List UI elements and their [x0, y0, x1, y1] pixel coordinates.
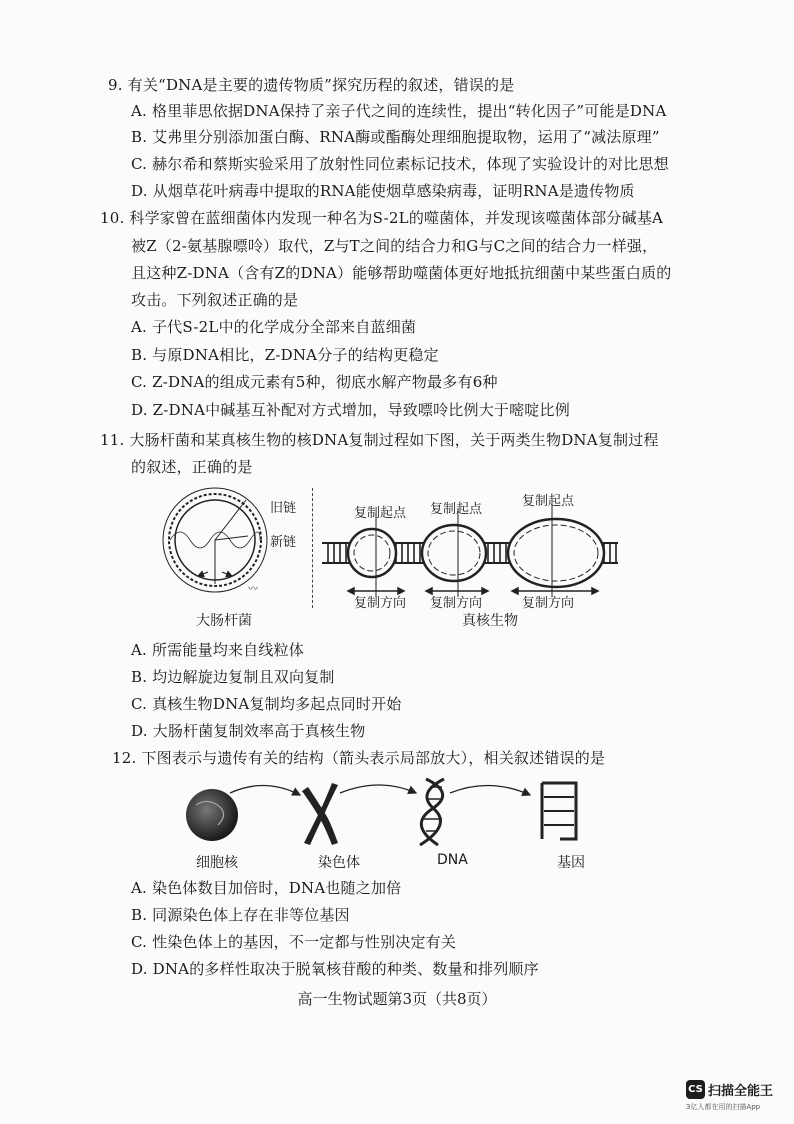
- origin-label-1: 复制起点: [354, 506, 407, 521]
- direction-label-1: 复制方向: [354, 596, 407, 611]
- q12-option-b: B. 同源染色体上存在非等位基因: [131, 906, 350, 924]
- page-footer: 高一生物试题第3页（共8页）: [297, 990, 497, 1008]
- q12-option-a: A. 染色体数目加倍时，DNA也随之加倍: [131, 879, 402, 897]
- q12-option-d: D. DNA的多样性取决于脱氧核苷酸的种类、数量和排列顺序: [131, 960, 539, 978]
- q10-stem-line-2: 被Z（2-氨基腺嘌呤）取代，Z与T之间的结合力和G与C之间的结合力一样强，: [131, 237, 658, 255]
- q9-option-c: C. 赫尔希和蔡斯实验采用了放射性同位素标记技术，体现了实验设计的对比思想: [131, 155, 669, 173]
- q12-stem: 12. 下图表示与遗传有关的结构（箭头表示局部放大），相关叙述错误的是: [112, 749, 606, 767]
- q10-option-a: A. 子代S-2L中的化学成分全部来自蓝细菌: [131, 318, 417, 336]
- new-strand-label: 新链: [270, 535, 297, 550]
- brand-tagline: 3亿人都在用的扫描App: [686, 1103, 761, 1111]
- q11-stem-line-2: 的叙述，正确的是: [131, 458, 253, 476]
- q11-stem-line-1: 11. 大肠杆菌和某真核生物的核DNA复制过程如下图，关于两类生物DNA复制过程: [100, 431, 659, 449]
- q10-stem-line-4: 攻击。下列叙述正确的是: [131, 291, 299, 309]
- eukaryote-caption: 真核生物: [462, 613, 518, 629]
- chromosome-icon: [302, 783, 338, 845]
- direction-label-3: 复制方向: [522, 596, 575, 611]
- q9-option-d: D. 从烟草花叶病毒中提取的RNA能使烟草感染病毒，证明RNA是遗传物质: [131, 182, 635, 200]
- q10-stem-line-3: 且这种Z-DNA（含有Z的DNA）能够帮助噬菌体更好地抵抗细菌中某些蛋白质的: [131, 264, 672, 282]
- q9-stem: 9. 有关“DNA是主要的遗传物质”探究历程的叙述，错误的是: [108, 76, 515, 94]
- gene-segment-icon: [542, 783, 576, 839]
- q10-option-d: D. Z-DNA中碱基互补配对方式增加，导致嘌呤比例大于嘧啶比例: [131, 401, 570, 419]
- origin-label-2: 复制起点: [430, 502, 483, 517]
- heredity-structure-diagram: [180, 775, 600, 853]
- direction-label-2: 复制方向: [430, 596, 483, 611]
- figure-divider: [312, 488, 313, 608]
- chromosome-label: 染色体: [318, 855, 360, 871]
- q9-option-b: B. 艾弗里分别添加蛋白酶、RNA酶或酯酶处理细胞提取物，运用了“减法原理”: [131, 128, 660, 146]
- cs-logo-icon: CS: [686, 1080, 705, 1099]
- q10-stem-line-1: 10. 科学家曾在蓝细菌体内发现一种名为S-2L的噬菌体，并发现该噬菌体部分碱基A: [100, 209, 664, 227]
- q9-option-a: A. 格里菲思依据DNA保持了亲子代之间的连续性，提出“转化因子”可能是DNA: [131, 102, 667, 120]
- brand-name: 扫描全能王: [708, 1084, 774, 1099]
- ecoli-caption: 大肠杆菌: [196, 613, 252, 629]
- q11-option-a: A. 所需能量均来自线粒体: [131, 641, 304, 659]
- q12-option-c: C. 性染色体上的基因，不一定都与性别决定有关: [131, 933, 457, 951]
- dna-helix-icon: [420, 779, 444, 845]
- svg-text:〰: 〰: [248, 584, 258, 595]
- nucleus-icon: [186, 789, 238, 841]
- gene-label: 基因: [557, 855, 585, 871]
- origin-label-3: 复制起点: [522, 494, 575, 509]
- nucleus-label: 细胞核: [196, 855, 238, 871]
- dna-label: DNA: [437, 852, 468, 868]
- q10-option-b: B. 与原DNA相比，Z-DNA分子的结构更稳定: [131, 346, 439, 364]
- q11-option-b: B. 均边解旋边复制且双向复制: [131, 668, 335, 686]
- old-strand-label: 旧链: [270, 501, 297, 516]
- q10-option-c: C. Z-DNA的组成元素有5种，彻底水解产物最多有6种: [131, 373, 498, 391]
- q11-option-d: D. 大肠杆菌复制效率高于真核生物: [131, 722, 366, 740]
- q11-option-c: C. 真核生物DNA复制均多起点同时开始: [131, 695, 402, 713]
